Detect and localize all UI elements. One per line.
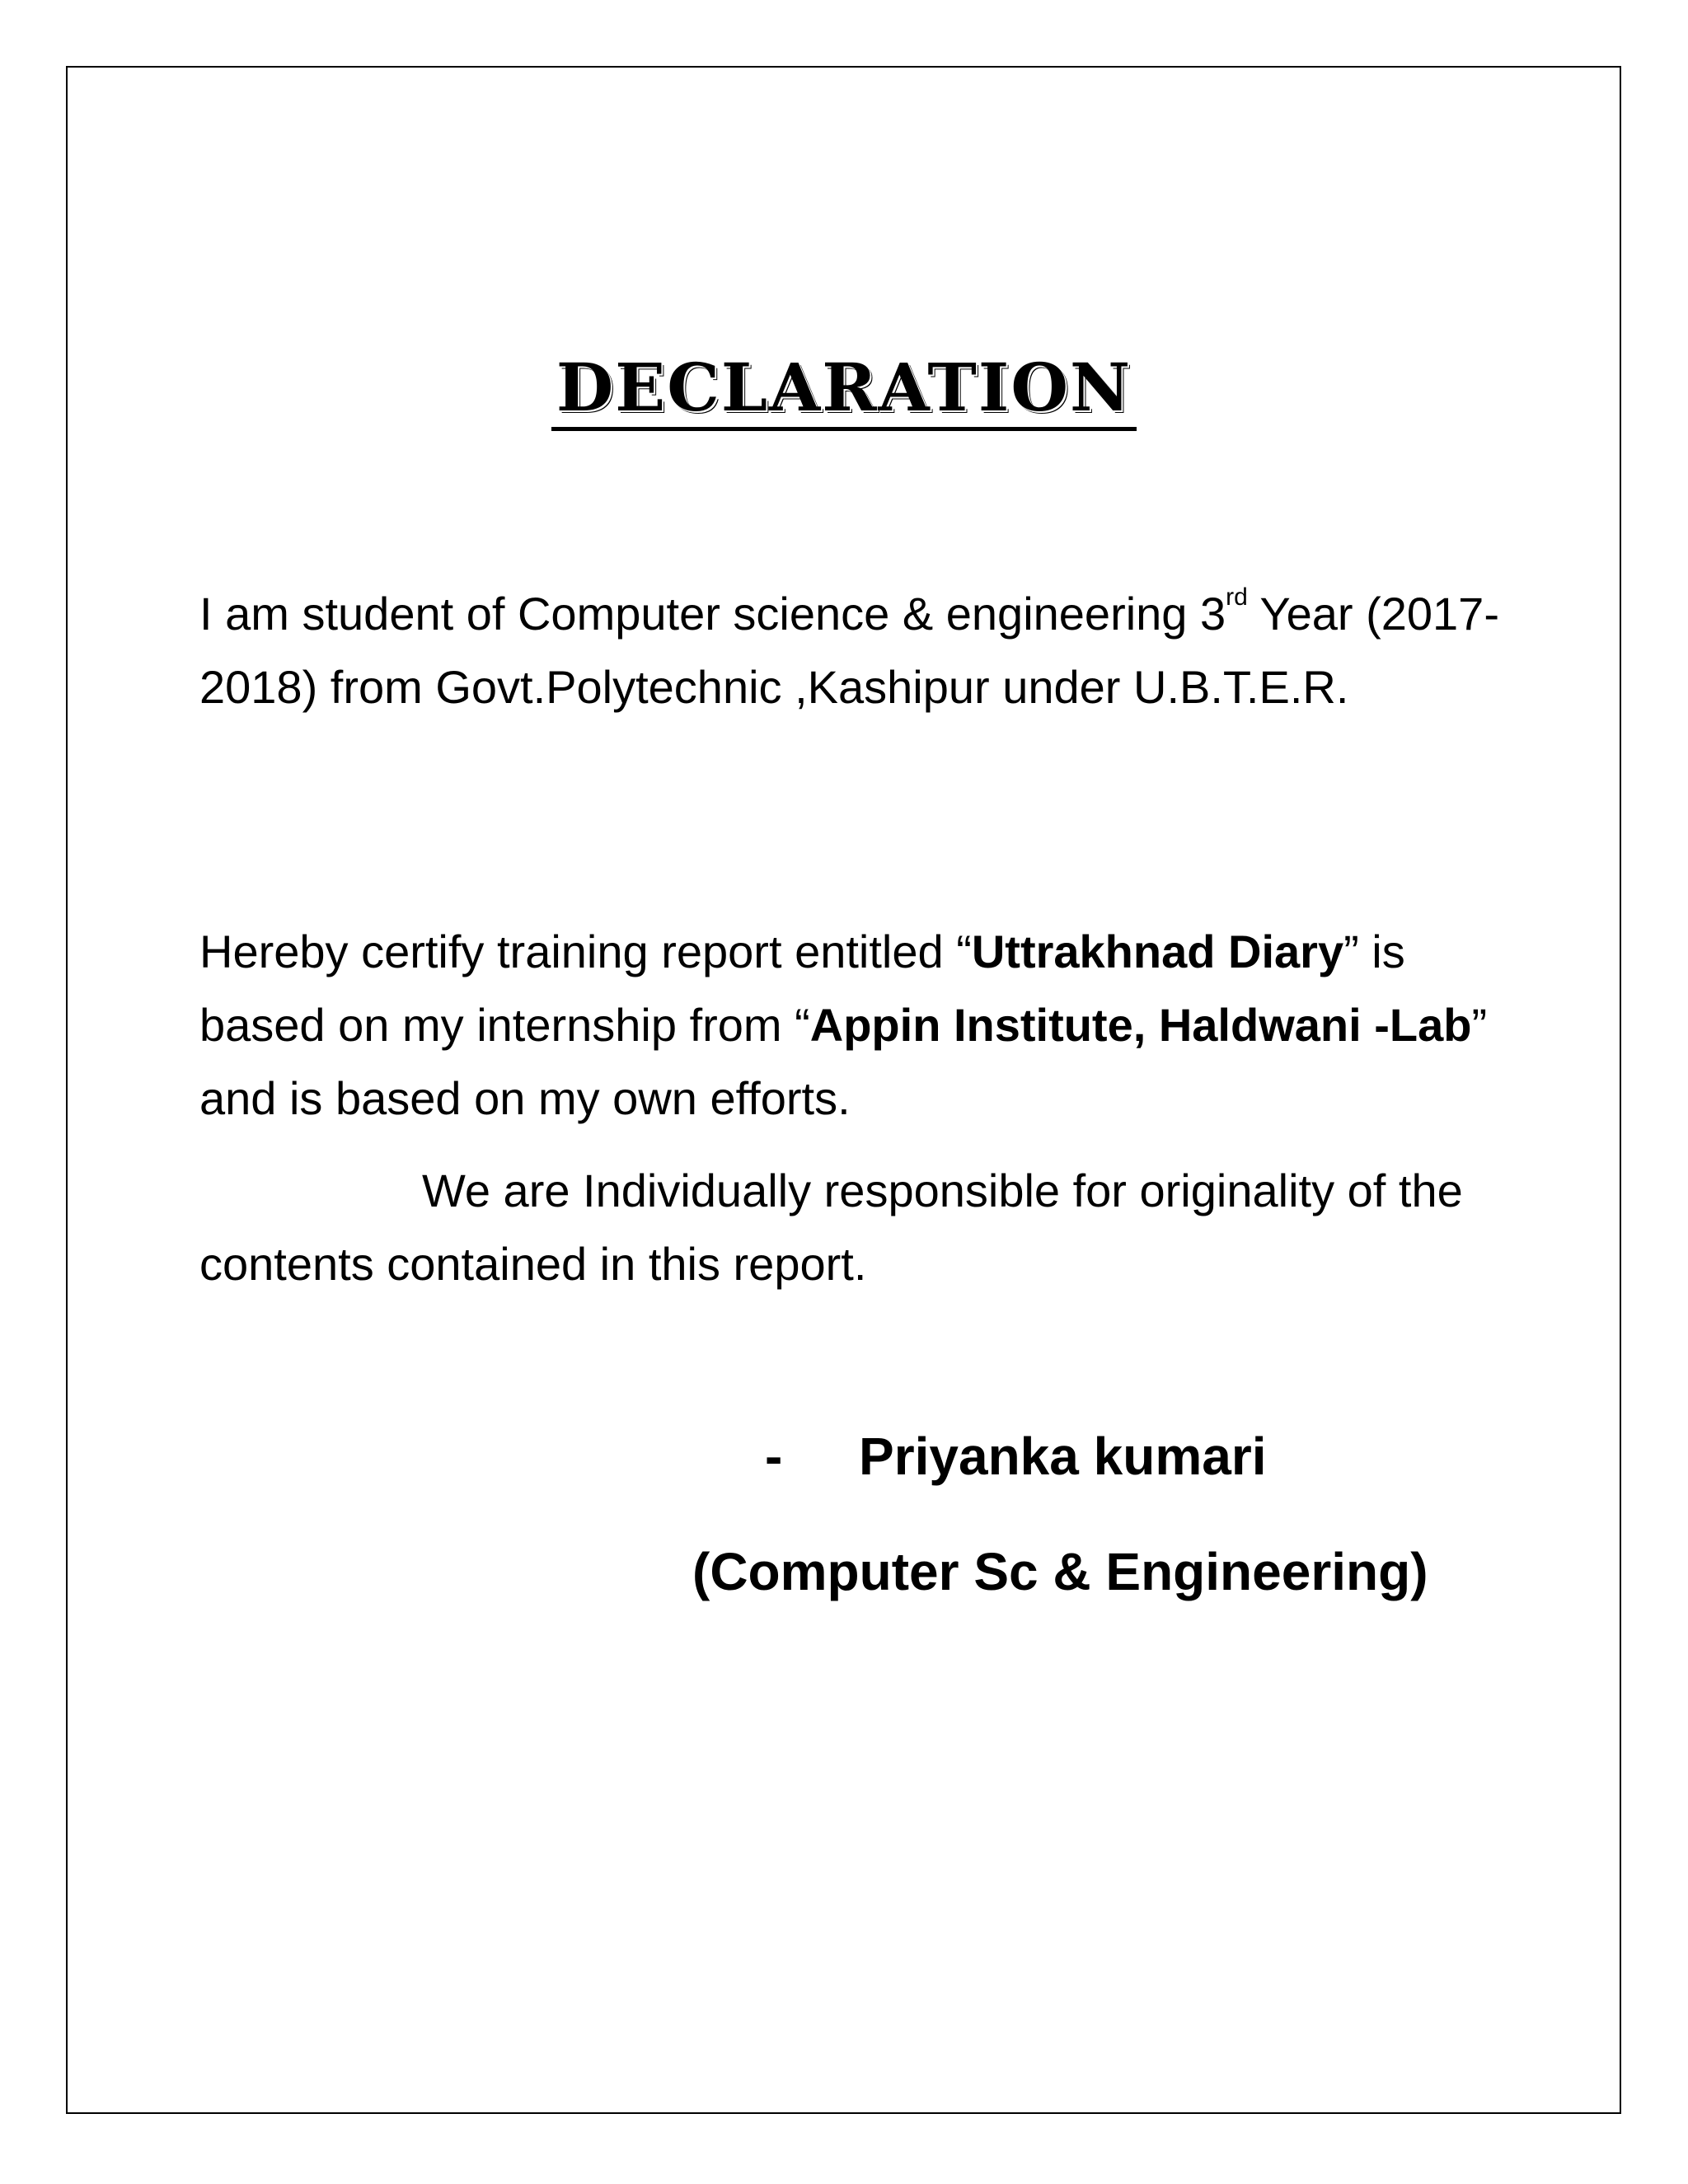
signature-dash: - [765,1427,783,1486]
student-info-text-continued: Year (2017-2018) from Govt.Polytechnic ,Kashipur under U.B.T.E.R. [199,588,1499,713]
certify-text-2: ” is based on my internship from “ [199,926,1405,1051]
signature-name: Priyanka kumari [859,1427,1267,1486]
certify-text-1: Hereby certify training report entitled “ [199,926,972,977]
page-title [0,342,1688,433]
student-info-text: I am student of Computer science & engineering 3 [199,588,1226,640]
paragraph-student-info [199,577,1518,724]
certify-text-3: ” and is based on my own efforts. [199,999,1488,1124]
report-title: Uttrakhnad Diary [971,926,1344,977]
institute-name: Appin Institute, Haldwani -Lab [809,999,1472,1051]
ordinal-suffix: rd [1226,583,1248,611]
paragraph-responsibility [199,1154,1518,1301]
paragraph-certification [199,915,1518,1135]
declaration-heading: DECLARATION [551,348,1137,431]
signature-department: (Computer Sc & Engineering) [692,1542,1428,1601]
responsibility-text: We are Individually responsible for originality of the contents contained in this report. [199,1165,1463,1290]
